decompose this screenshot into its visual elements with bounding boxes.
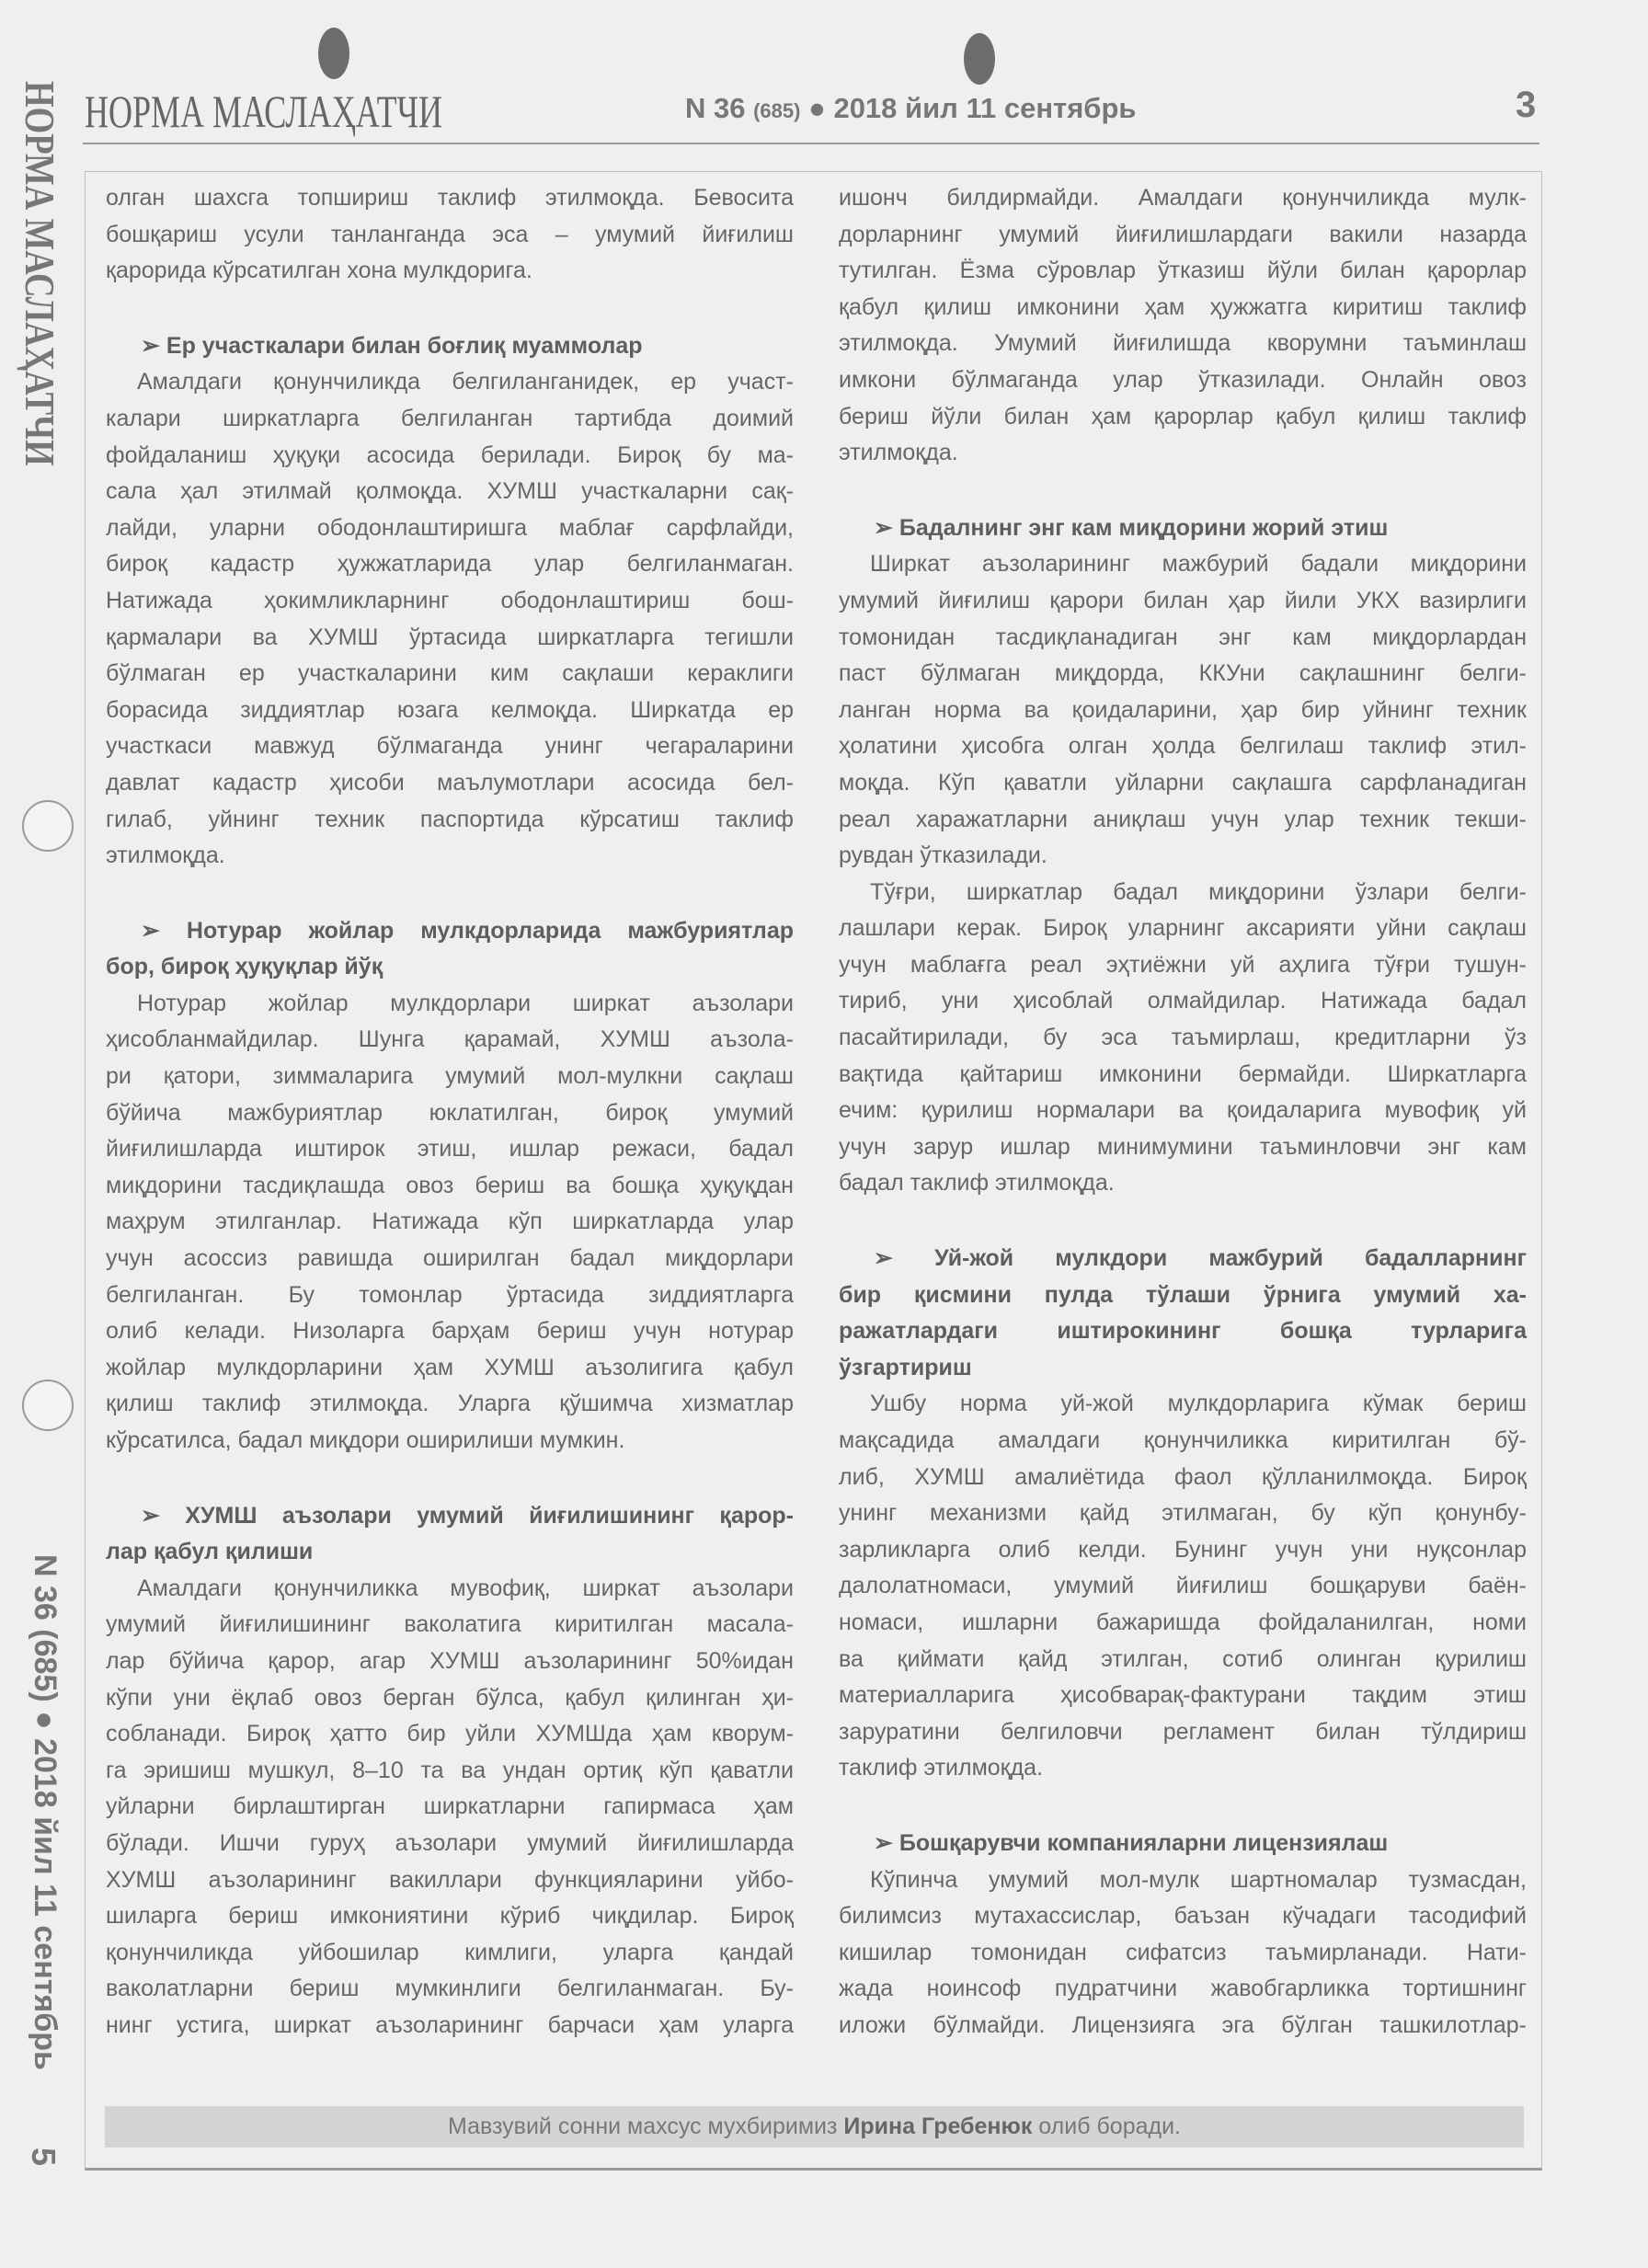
text-line: далолатномаси, умумий йиғилиш бошқаруви баён- [839, 1573, 1527, 1599]
text-line: лар бўйича қарор, агар ХУМШ аъзоларининг 50%идан [106, 1647, 794, 1674]
text-line: Натижада ҳокимликларнинг ободонлаштириш бош- [106, 587, 794, 613]
header-rule [83, 143, 1539, 144]
article-column-right [839, 180, 1527, 2045]
text-line: паст бўлмаган миқдорда, ККУни сақлашнинг белги- [839, 660, 1527, 687]
paragraph [839, 875, 1527, 1202]
spine-issue: N 36 (685) ● 2018 йил 11 сентябрь [28, 1554, 63, 2070]
punch-hole-lower [22, 1380, 74, 1431]
text-line: учун зарур ишлар минимумини таъминловчи энг кам [839, 1133, 1527, 1160]
text-line: Амалдаги қонунчиликка мувофиқ, ширкат аъзолари [137, 1575, 794, 1601]
text-line: бўлмаган ер участкаларини ким сақлаши кераклиги [106, 660, 794, 687]
text-line: ➢ Уй-жой мулкдори мажбурий бадалларнинг [874, 1245, 1527, 1272]
text-line: учун маблағга реал эҳтиёжни уй аҳлига тўғри тушун- [839, 951, 1527, 978]
text-line: умумий йиғилиш қарори билан ҳар йили УКХ вазирлиги [839, 587, 1527, 613]
text-line: жойлар мулкдорларини ҳам ХУМШ аъзолигига қабул [106, 1354, 794, 1380]
paragraph [106, 364, 794, 874]
text-line: қарорида кўрсатилган хона мулкдорига. [106, 258, 532, 284]
text-line: Амалдаги қонунчиликда белгиланганидек, ер участ- [137, 369, 794, 395]
text-line: номаси, ишларни бажаришда фойдаланилган, номи [839, 1609, 1527, 1635]
text-line: ҳисобланмайдилар. Шунга қарамай, ХУМШ аъзола- [106, 1026, 794, 1053]
text-line: кишилар томонидан сифатсиз таъмирланади. Нати- [839, 1939, 1527, 1965]
section-heading [839, 1241, 1527, 1386]
paragraph [839, 1386, 1527, 1787]
section-heading [106, 913, 794, 986]
paragraph [106, 180, 794, 290]
credit-text-before: Мавзувий сонни махсус мухбиримиз [447, 2113, 844, 2139]
text-line: либ, ХУМШ амалиётида фаол қўлланилмоқда. Бироқ [839, 1463, 1527, 1490]
text-line: заруратини белгиловчи регламент билан тўлдириш [839, 1718, 1527, 1745]
text-line: миқдорини тасдиқлашда овоз бериш ва бошқа ҳуқуқдан [106, 1172, 794, 1198]
text-line: давлат кадастр ҳисоби маълумотлари асосида бел- [106, 769, 794, 796]
text-line: ➢ ХУМШ аъзолари умумий йиғилишининг қарор- [141, 1502, 794, 1529]
spine-page-number: 5 [25, 2148, 63, 2167]
text-line: ишонч билдирмайди. Амалдаги қонунчиликда мулк- [839, 185, 1527, 211]
text-line: бериш йўли билан ҳам қарорлар қабул қилиш таклиф [839, 403, 1527, 430]
page-number: 3 [1516, 85, 1537, 125]
text-line: бор, бироқ ҳуқуқлар йўқ [106, 954, 383, 980]
paragraph [839, 546, 1527, 874]
text-line: рувдан ўтказилади. [839, 842, 1047, 869]
text-line: бўлади. Ишчи гуруҳ аъзолари умумий йиғилишларда [106, 1829, 794, 1856]
text-line: ➢ Ер участкалари билан боғлиқ муаммолар [141, 332, 643, 359]
text-line: уйларни бирлаштирган ширкатларни гапирмаса ҳам [106, 1793, 794, 1820]
issue-info [685, 92, 1136, 125]
text-line: Ширкат аъзоларининг мажбурий бадали миқдорини [870, 551, 1527, 578]
punch-hole-upper [22, 800, 74, 852]
text-line: бадал таклиф этилмоқда. [839, 1170, 1115, 1197]
text-line: ланган норма ва қоидаларини, ҳар бир уйнинг техник [839, 696, 1527, 723]
paragraph [106, 1571, 794, 2045]
text-line: ➢ Нотурар жойлар мулкдорларида мажбуриятлар [141, 917, 794, 944]
text-line: ри қатори, зиммаларига умумий мол-мулкни сақлаш [106, 1063, 794, 1090]
text-line: лар қабул қилиши [106, 1539, 314, 1565]
text-line: қонунчиликда уйбошилар кимлиги, уларга қандай [106, 1939, 794, 1965]
text-line: кўпи уни ёқлаб овоз берган бўлса, қабул қилинган ҳи- [106, 1684, 794, 1711]
text-line: этилмоқда. [106, 842, 225, 869]
section-heading [106, 1498, 794, 1571]
issue-total: (685) [753, 99, 801, 122]
footer-credit [105, 2106, 1524, 2148]
text-line: учун асоссиз равишда оширилган бадал миқдорлари [106, 1245, 794, 1272]
text-line: тутилган. Ёзма сўровлар ўтказиш йўли билан қарорлар [839, 258, 1527, 284]
text-line: жада ноинсоф пудратчини жавобгарликка тортишнинг [839, 1976, 1527, 2002]
text-line: Ушбу норма уй-жой мулкдорларига кўмак бериш [870, 1391, 1527, 1417]
text-line: бўйича мажбуриятлар юклатилган, бироқ умумий [106, 1099, 794, 1126]
article-column-left [106, 180, 794, 2045]
text-line: Тўғри, ширкатлар бадал миқдорини ўзлари белги- [870, 878, 1527, 905]
text-line: ➢ Бадалнинг энг кам миқдорини жорий этиш [874, 514, 1389, 541]
text-line: ечим: қурилиш нормалари ва қоидаларига мувофиқ уй [839, 1097, 1527, 1124]
issue-date: 2018 йил 11 сентябрь [833, 92, 1137, 124]
issue-number: N 36 [685, 92, 746, 124]
credit-text-after: олиб боради. [1032, 2113, 1182, 2139]
masthead: НОРМА МАСЛАҲАТЧИ [85, 86, 442, 137]
spine-title: НОРМА МАСЛАҲАТЧИ [17, 81, 63, 466]
text-line: этилмоқда. Умумий йиғилишда кворумни таъминлаш [839, 330, 1527, 357]
paragraph [106, 986, 794, 1460]
text-line: гилаб, уйнинг техник паспортида кўрсатиш таклиф [106, 806, 794, 832]
text-line: тириб, уни ҳисоблай олмайдилар. Натижада бадал [839, 988, 1527, 1014]
text-line: реал харажатларни аниқлаш учун улар техник текши- [839, 806, 1527, 832]
text-line: этилмоқда. [839, 440, 958, 466]
text-line: фойдаланиш ҳуқуқи асосида берилади. Бироқ бу ма- [106, 441, 794, 468]
text-line: ХУМШ аъзоларининг вакиллари функцияларини уйбо- [106, 1866, 794, 1893]
text-line: материалларига ҳисобварақ-фактурани тақдим этиш [839, 1682, 1527, 1709]
text-line: маҳрум этилганлар. Натижада кўп ширкатларда улар [106, 1208, 794, 1235]
text-line: қармалари ва ХУМШ ўртасида ширкатларга тегишли [106, 624, 794, 650]
text-line: ваколатларни бериш мумкинлиги белгиланмаган. Бу- [106, 1976, 794, 2002]
text-line: томонидан тасдиқланадиган энг кам миқдорлардан [839, 624, 1527, 650]
text-line: мақсадида амалдаги қонунчиликка киритилган бў- [839, 1427, 1527, 1453]
text-line: ➢ Бошқарувчи компанияларни лицензиялаш [874, 1829, 1389, 1856]
bullet: ● [808, 92, 826, 124]
text-line: белгиланган. Бу томонлар ўртасида зиддиятларга [106, 1281, 794, 1308]
text-line: Нотурар жойлар мулкдорлари ширкат аъзолари [137, 990, 794, 1016]
text-line: билимсиз мутахассислар, баъзан кўчадаги тасодифий [839, 1903, 1527, 1930]
text-line: қилиш таклиф этилмоқда. Уларга қўшимча хизматлар [106, 1391, 794, 1417]
text-line: пасайтирилади, бу эса таъмирлаш, кредитларни ўз [839, 1025, 1527, 1051]
text-line: моқда. Кўп қаватли уйларни сақлашга сарфланадиган [839, 769, 1527, 796]
text-line: калари ширкатларга белгиланган тартибда доимий [106, 405, 794, 431]
text-line: бошқариш усули танланганда эса – умумий йиғилиш [106, 221, 794, 247]
text-line: нинг устига, ширкат аъзоларининг барчаси ҳам уларга [106, 2011, 794, 2038]
text-line: бироқ кадастр ҳужжатларида улар белгиланмаган. [106, 551, 794, 578]
text-line: ражатлардаги иштирокининг бошқа турларига [839, 1318, 1527, 1345]
section-heading [839, 510, 1527, 547]
text-line: собланади. Бироқ ҳатто бир уйли ХУМШда ҳам кворум- [106, 1721, 794, 1747]
text-line: сала ҳал этилмай қолмоқда. ХУМШ участкаларни сақ- [106, 478, 794, 505]
text-line: таклиф этилмоқда. [839, 1755, 1044, 1781]
text-line: борасида зиддиятлар юзага келмоқда. Ширкатда ер [106, 696, 794, 723]
paragraph [839, 180, 1527, 472]
text-line: ҳолатини ҳисобга олган ҳолда белгилаш таклиф этил- [839, 733, 1527, 760]
binding-hole-center [964, 33, 995, 85]
text-line: участкаси мавжуд бўлмаганда унинг чегараларини [106, 733, 794, 760]
text-line: лашлари керак. Бироқ уларнинг аксарияти уйни сақлаш [839, 915, 1527, 942]
text-line: дорларнинг умумий йиғилишлардаги вакили назарда [839, 221, 1527, 247]
section-heading [839, 1826, 1527, 1862]
text-line: олиб келади. Низоларга барҳам бериш учун нотурар [106, 1318, 794, 1345]
text-line: унинг механизми қайд этилмаган, бу кўп қонунбу- [839, 1500, 1527, 1527]
text-line: Кўпинча умумий мол-мулк шартномалар тузмасдан, [870, 1866, 1527, 1893]
text-line: вақтида қайтариш имконини бермайди. Ширкатларга [839, 1060, 1527, 1087]
text-line: кўрсатилса, бадал миқдори оширилиши мумкин. [106, 1427, 625, 1453]
text-line: лайди, уларни ободонлаштиришга маблағ сарфлайди, [106, 514, 794, 541]
text-line: умумий йиғилишининг ваколатига киритилган масала- [106, 1611, 794, 1638]
text-line: олган шахсга топшириш таклиф этилмоқда. Бевосита [106, 185, 794, 211]
text-line: қабул қилиш имконини ҳам ҳужжатга киритиш таклиф [839, 293, 1527, 320]
text-line: йиғилишларда иштирок этиш, ишлар режаси, бадал [106, 1136, 794, 1163]
section-heading [106, 328, 794, 365]
text-line: имкони бўлмаганда улар ўтказилади. Онлайн овоз [839, 366, 1527, 393]
binding-hole-left [318, 28, 349, 79]
text-line: зарликларга олиб келди. Бунинг учун уни нуқсонлар [839, 1536, 1527, 1563]
text-line: ўзгартириш [839, 1354, 972, 1380]
text-line: бир қисмини пулда тўлаши ўрнига умумий ха- [839, 1281, 1527, 1308]
text-line: ва қиймати қайд этилган, сотиб олинган қурилиш [839, 1645, 1527, 1672]
paragraph [839, 1862, 1527, 2045]
text-line: га эришиш мушкул, 8–10 та ва ундан ортиқ кўп қаватли [106, 1757, 794, 1783]
text-line: шиларга бериш имкониятини кўриб чиқдилар. Бироқ [106, 1903, 794, 1930]
credit-author: Ирина Гребенюк [843, 2113, 1033, 2139]
text-line: иложи бўлмайди. Лицензияга эга бўлган ташкилотлар- [839, 2011, 1527, 2038]
